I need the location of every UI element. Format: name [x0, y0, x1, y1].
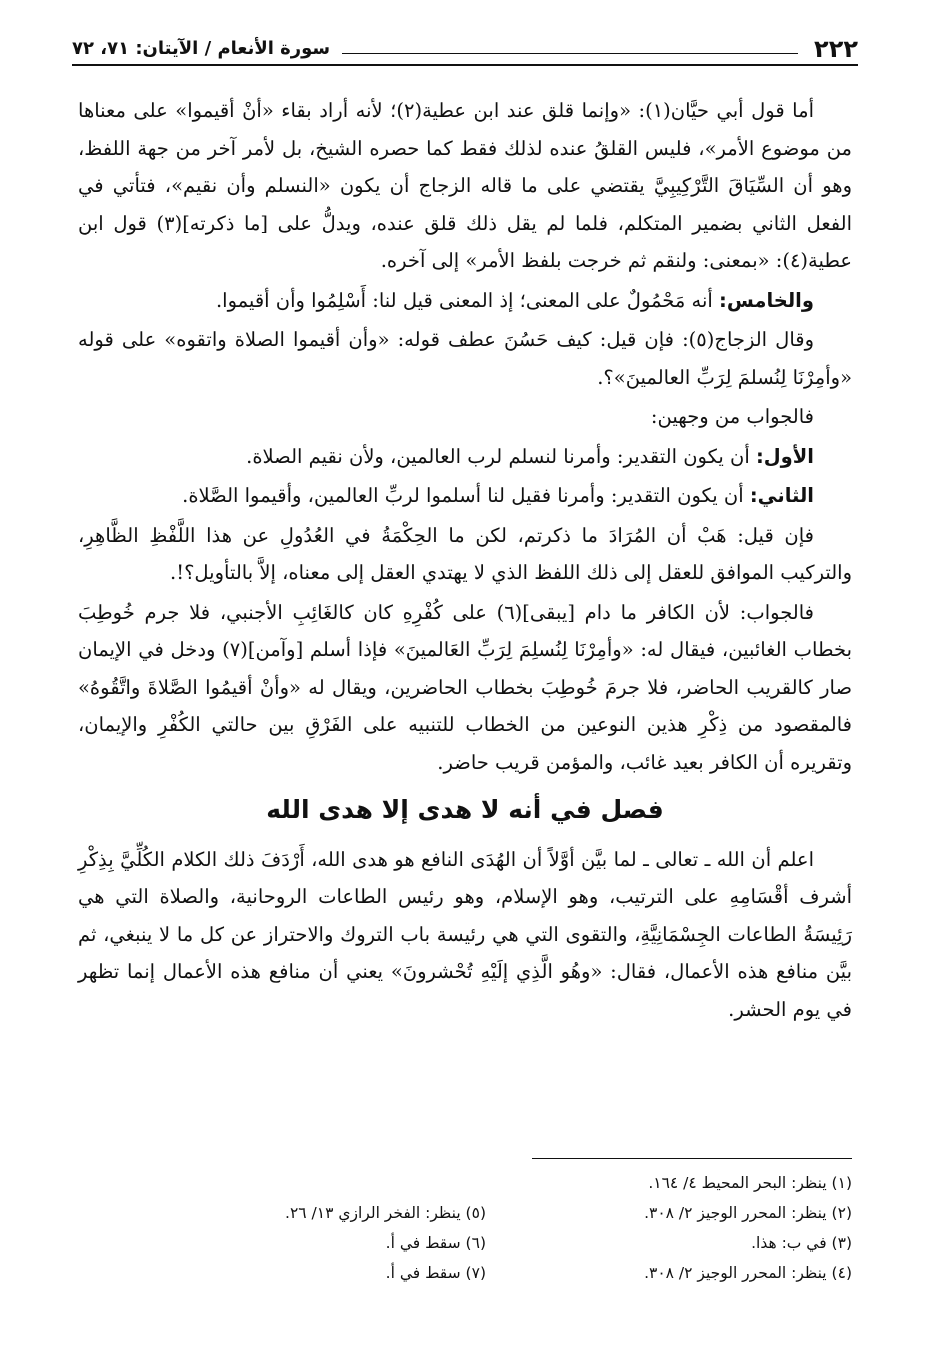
paragraph-text: أنه مَحْمُولٌ على المعنى؛ إذ المعنى قيل لنا: أَسْلِمُوا وأن أقيموا.: [215, 288, 713, 312]
paragraph-objection: فإن قيل: هَبْ أن المُرَادَ ما ذكرتم، لكن ما الحِكْمَةُ في العُدُولِ عن هذا اللَّفْظِ الظَّاهِرِ، والتركيب الموافق للعقل إلى ذلك اللفظ الذي لا يهتدي العقل إلى معناه، إلاَّ بالتأويل؟!.: [78, 523, 852, 584]
running-title: سورة الأنعام / الآيتان: ٧١، ٧٢: [72, 38, 331, 59]
footnote-divider: [532, 1158, 852, 1159]
paragraph-lead: الأول:: [755, 444, 814, 468]
footnotes-right-column: [516, 1168, 852, 1288]
main-text: [78, 92, 852, 1030]
page-number: ٢٢٢: [814, 35, 858, 63]
footnote: (٢) ينظر: المحرر الوجيز ٢/ ٣٠٨.: [644, 1204, 852, 1222]
paragraph-answer-intro: فالجواب من وجهين:: [650, 405, 814, 428]
footnote: (١) ينظر: البحر المحيط ٤/ ١٦٤.: [648, 1174, 852, 1192]
paragraph-second: [78, 477, 852, 515]
footnote: (٣) في ب: هذا.: [751, 1234, 852, 1252]
paragraph-text: أن يكون التقدير: وأمرنا فقيل لنا أسلموا لربِّ العالمين، وأقيموا الصَّلاة.: [182, 484, 744, 507]
paragraph-text: أن يكون التقدير: وأمرنا لنسلم لرب العالمين، ولأن نقيم الصلاة.: [246, 444, 750, 468]
footnotes-left-column: [150, 1168, 486, 1288]
footnote: (٦) سقط في أ.: [385, 1234, 486, 1252]
paragraph-answer: فالجواب: لأن الكافر ما دام [يبقى](٦) على كُفْرِهِ كان كالغَائِبِ الأجنبي، فلا جرم خُوطِبَ بخطاب الغائبين، فيقال له: «وأمِرْنَا لِنُسلِمَ لِرَبِّ العَالمينَ» فإذا أسلم [وآمن](٧) ودخل في الإيمان صار كالقريب الحاضر، فلا جرمَ خُوطِبَ بخطاب الحاضرين، ويقال له «وأنْ أقيمُوا الصَّلاةَ واتَّقُوهُ» فالمقصود من ذِكْرِ هذين النوعين من الخطاب للتنبيه على الفَرْقِ بين حالتي الكُفْرِ والإيمان، وتقريره أن الكافر بعيد غائب، والمؤمن قريب حاضر.: [78, 600, 852, 774]
paragraph-fifth: [78, 282, 852, 320]
footnotes: [150, 1168, 852, 1288]
page-header: [72, 30, 858, 66]
paragraph-guidance: اعلم أن الله ـ تعالى ـ لما بيَّن أوَّلاً أن الهُدَى النافع هو هدى الله، أَرْدَفَ ذلك الكلام الكُلِّيَّ بِذِكْرِ أشرف أقْسَامِهِ على الترتيب، وهو الإسلام، وهو رئيس الطاعات الروحانية، والصلاة التي هي رَئِيسَةُ الطاعات الجِسْمَانِيَّةِ، والتقوى التي هي رئيسة باب التروك والاحتراز عن كل ما لا ينبغي، ثم بيَّن منافع هذه الأعمال، فقال: «وهُو الَّذِي إلَيْهِ تُحْشرونَ» يعني أن منافع هذه الأعمال إنما تظهر في يوم الحشر.: [78, 847, 852, 1021]
header-rule: [342, 53, 798, 54]
paragraph-abu-hayyan: أما قول أبي حيَّان(١): «وإنما قلق عند ابن عطية(٢)؛ لأنه أراد بقاء «أنْ أقيموا» على معناها من موضوع الأمر»، فليس القلقُ عنده لذلك فقط كما حصره الشيخ، بل لأمر آخر من جهة اللفظ، وهو أن السِّيَاقَ التَّرْكِيبِيَّ يقتضي على ما قاله الزجاج أن يكون «النسلم وأن نقيم»، فتأتي في الفعل الثاني بضمير المتكلم، فلما لم يقل ذلك قلق عنده، ويدلُّ على [ما ذكرته](٣) قول ابن عطية(٤): «بمعنى: ولنقم ثم خرجت بلفظ الأمر» إلى آخره.: [78, 99, 852, 272]
footnote: (٥) ينظر: الفخر الرازي ١٣/ ٢٦.: [285, 1204, 486, 1222]
footnote: (٤) ينظر: المحرر الوجيز ٢/ ٣٠٨.: [644, 1264, 852, 1282]
section-heading: فصل في أنه لا هدى إلا هدى الله: [266, 795, 664, 824]
paragraph-lead: والخامس:: [719, 288, 814, 312]
paragraph-lead: الثاني:: [749, 484, 814, 507]
paragraph-first: [78, 438, 852, 476]
footnote: (٧) سقط في أ.: [385, 1264, 486, 1282]
paragraph-zajjaj: وقال الزجاج(٥): فإن قيل: كيف حَسُنَ عطف قوله: «وأن أقيموا الصلاة واتقوه» على قوله «وأمِرْنَا لِنُسلمَ لِرَبِّ العالمينَ»؟.: [78, 328, 852, 389]
